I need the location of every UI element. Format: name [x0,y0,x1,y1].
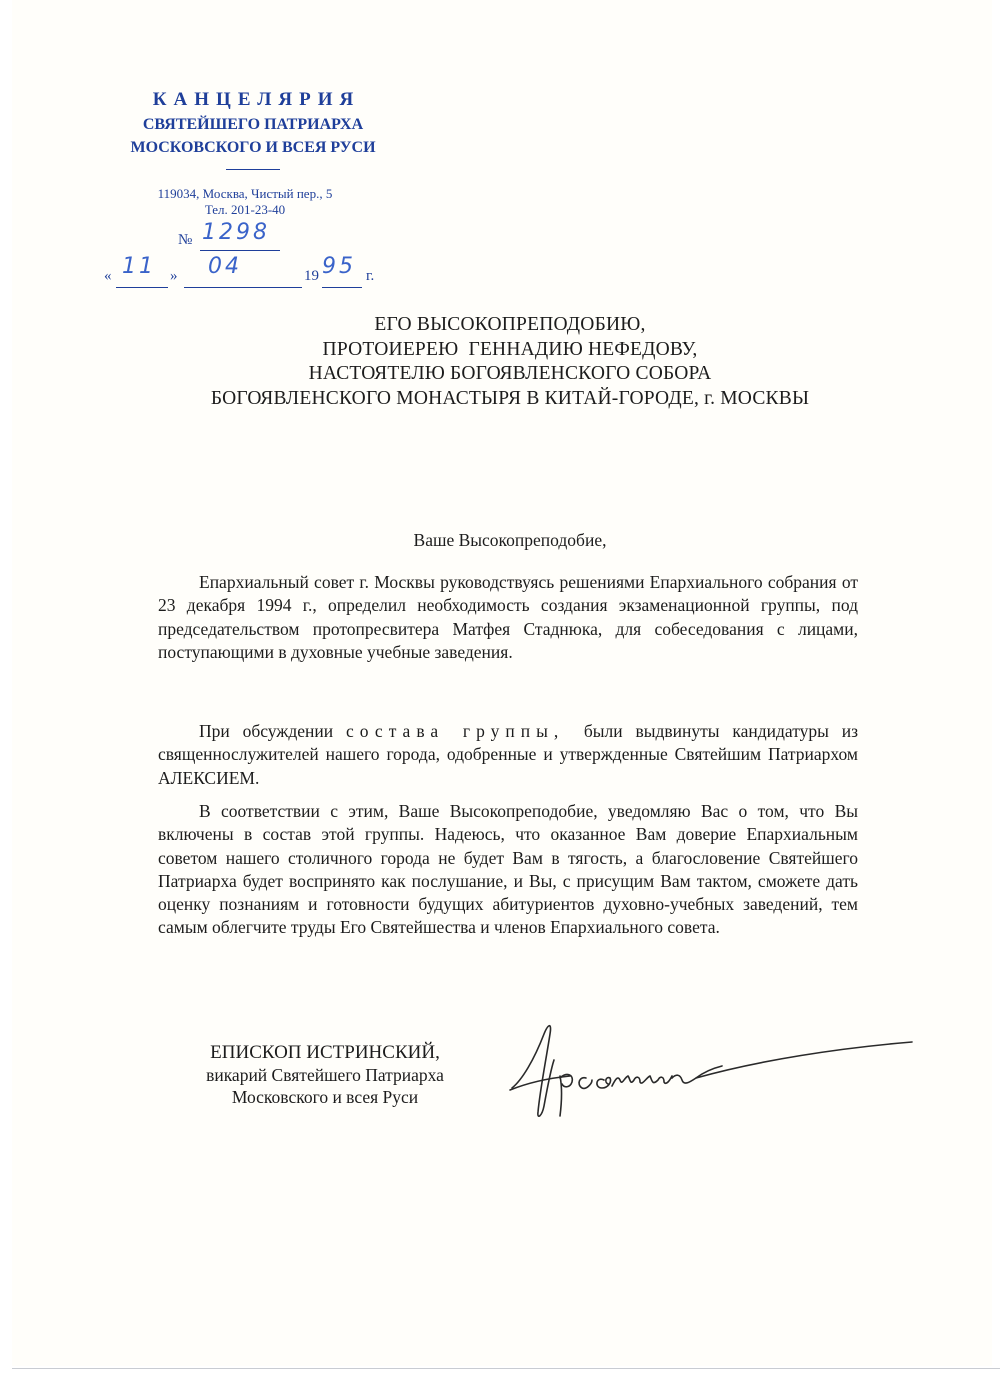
addressee-block [150,313,870,411]
year-underline [322,287,362,288]
body-paragraph-2 [158,720,863,790]
paragraph-2-start: При обсуждении [199,721,346,741]
number-underline [200,250,280,251]
paragraph-text: Епархиальный совет г. Москвы руководствуясь решениями Епархиального собрания от 23 декабря 1994 г., определил необходимость создания экзаменационной группы, под председательством протопресвитера Матфея Стаднюка, для собеседования с лицами, поступающими в духовные учебные заведения. [158,572,858,662]
letterhead-contact [130,186,360,218]
salutation: Ваше Высокопреподобие, [413,530,607,550]
letterhead [108,88,398,170]
number-sign-label: № [178,232,193,248]
date-month-value: 04 [208,254,242,279]
date-day-value: 11 [122,254,156,279]
letterhead-address: 119034, Москва, Чистый пер., 5 [157,186,333,201]
body-paragraph-3 [158,800,858,940]
date-year-value: 95 [322,254,356,279]
body-paragraph-1 [158,571,858,664]
letterhead-subtitle-1: СВЯТЕЙШЕГО ПАТРИАРХА [142,116,364,133]
addressee-line: ЕГО ВЫСОКОПРЕПОДОБИЮ, [374,314,646,335]
date-close-quote: » [170,268,178,284]
signatory-position: викарий Святейшего Патриарха [206,1065,444,1085]
handwritten-signature [500,1020,930,1130]
signature-block [180,1042,470,1108]
letterhead-divider [226,169,280,170]
letterhead-subtitle-2: МОСКОВСКОГО И ВСЕЯ РУСИ [130,139,376,156]
paragraph-text [158,720,863,790]
addressee-line: ПРОТОИЕРЕЮ ГЕННАДИЮ НЕФЕДОВУ, [322,338,698,360]
paragraph-2-end: , были выдвинуты кандидатуры из священнослужителей нашего города, одобренные и утвержденные Святейшим Патриархом АЛЕКСИЕМ. [158,721,863,788]
signature-icon [500,1020,930,1130]
addressee-line: НАСТОЯТЕЛЮ БОГОЯВЛЕНСКОГО СОБОРА [308,363,712,384]
date-open-quote: « [104,268,112,284]
day-underline [116,287,168,288]
emphasized-spaced-text: состава группы [345,721,554,741]
date-year-unit: г. [366,268,375,284]
page-edge-divider [12,1368,1000,1369]
date-year-prefix: 19 [304,268,319,284]
document-number-value: 1298 [202,220,270,245]
signatory-title: ЕПИСКОП ИСТРИНСКИЙ, [210,1042,440,1063]
letterhead-title: КАНЦЕЛЯРИЯ [152,89,361,110]
letterhead-phone: Тел. 201-23-40 [204,202,286,217]
addressee-line: БОГОЯВЛЕНСКОГО МОНАСТЫРЯ В КИТАЙ-ГОРОДЕ, г. МОСКВЫ [210,387,810,409]
paragraph-text: В соответствии с этим, Ваше Высокопреподобие, уведомляю Вас о том, что Вы включены в состав этой группы. Надеюсь, что оказанное Вам доверие Епархиальным советом нашего столичного города не будет Вам в тягость, а благословение Святейшего Патриарха будет воспринято как послушание, и Вы, с присущим Вам тактом, сможете дать оценку познаниям и готовности будущих абитуриентов духовно-учебных заведений, тем самым облегчите труды Его Святейшества и членов Епархиального совета. [158,801,858,938]
month-underline [184,287,302,288]
signatory-diocese: Московского и всея Руси [231,1087,419,1107]
document-date-field [104,254,394,288]
